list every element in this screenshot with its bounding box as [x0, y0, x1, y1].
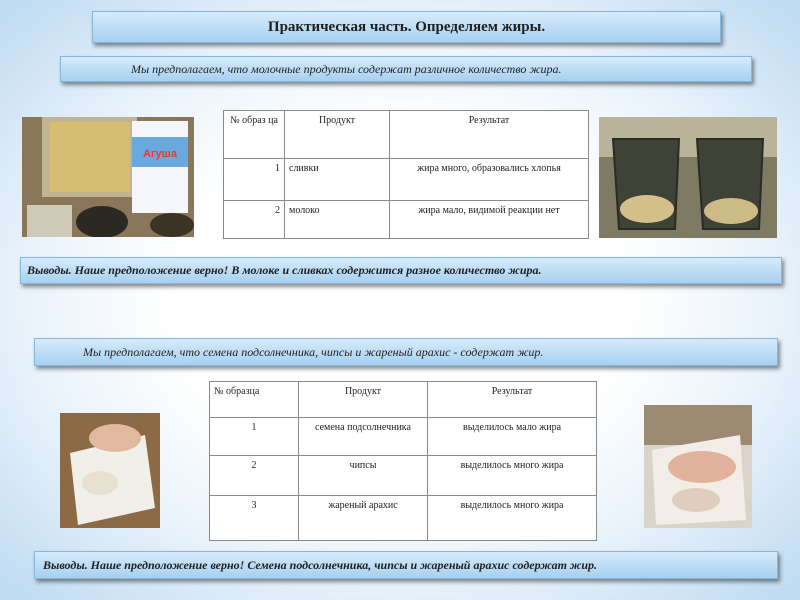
hypothesis-text-1: Мы предполагаем, что молочные продукты содержат различное количество жира. — [131, 61, 562, 76]
conclusion-banner-2 — [34, 551, 778, 579]
cell-product: молоко — [285, 201, 390, 239]
glasses-photo — [599, 117, 777, 238]
cell-product: семена подсолнечника — [299, 418, 428, 456]
milk-results-table — [223, 110, 589, 239]
header-result: Результат — [390, 111, 589, 159]
conclusion-text-2: Выводы. Наше предположение верно! Семена подсолнечника, чипсы и жареный арахис содержат жир. — [43, 557, 598, 572]
table-row — [210, 496, 597, 541]
milk-products-photo — [22, 117, 194, 237]
table-header-row — [224, 111, 589, 159]
table-row — [224, 201, 589, 239]
header-sample: № образца — [210, 382, 299, 418]
conclusion-text-1: Выводы. Наше предположение верно! В молоке и сливках содержится разное количество жира. — [27, 263, 542, 277]
paper-test-photo-1 — [60, 413, 160, 528]
header-product: Продукт — [285, 111, 390, 159]
table-header-row — [210, 382, 597, 418]
seeds-results-table — [209, 381, 597, 541]
cell-product: чипсы — [299, 456, 428, 496]
cell-number: 1 — [210, 418, 299, 456]
glasses-image — [599, 117, 777, 238]
cell-number: 3 — [210, 496, 299, 541]
cell-number: 2 — [210, 456, 299, 496]
paper-test-image-2 — [644, 405, 752, 528]
cell-result: выделилось много жира — [428, 496, 597, 541]
cell-result: выделилось мало жира — [428, 418, 597, 456]
hypothesis-banner-1 — [60, 56, 752, 82]
milk-products-image — [22, 117, 194, 237]
hypothesis-text-2: Мы предполагаем, что семена подсолнечника, чипсы и жареный арахис - содержат жир. — [83, 344, 544, 359]
header-result: Результат — [428, 382, 597, 418]
header-sample: № образ ца — [224, 111, 285, 159]
header-product: Продукт — [299, 382, 428, 418]
hypothesis-banner-2 — [34, 338, 778, 366]
paper-test-image-1 — [60, 413, 160, 528]
slide-title-text: Практическая часть. Определяем жиры. — [267, 18, 546, 35]
paper-test-photo-2 — [644, 405, 752, 528]
package-label: Агуша — [143, 148, 177, 160]
cell-product: жареный арахис — [299, 496, 428, 541]
slide-title — [92, 11, 721, 43]
cell-number: 2 — [224, 201, 285, 239]
cell-product: сливки — [285, 159, 390, 201]
conclusion-banner-1 — [20, 257, 782, 284]
cell-result: выделилось много жира — [428, 456, 597, 496]
cell-number: 1 — [224, 159, 285, 201]
table-row — [224, 159, 589, 201]
table-row — [210, 456, 597, 496]
table-row — [210, 418, 597, 456]
cell-result: жира много, образовались хлопья — [390, 159, 589, 201]
cell-result: жира мало, видимой реакции нет — [390, 201, 589, 239]
